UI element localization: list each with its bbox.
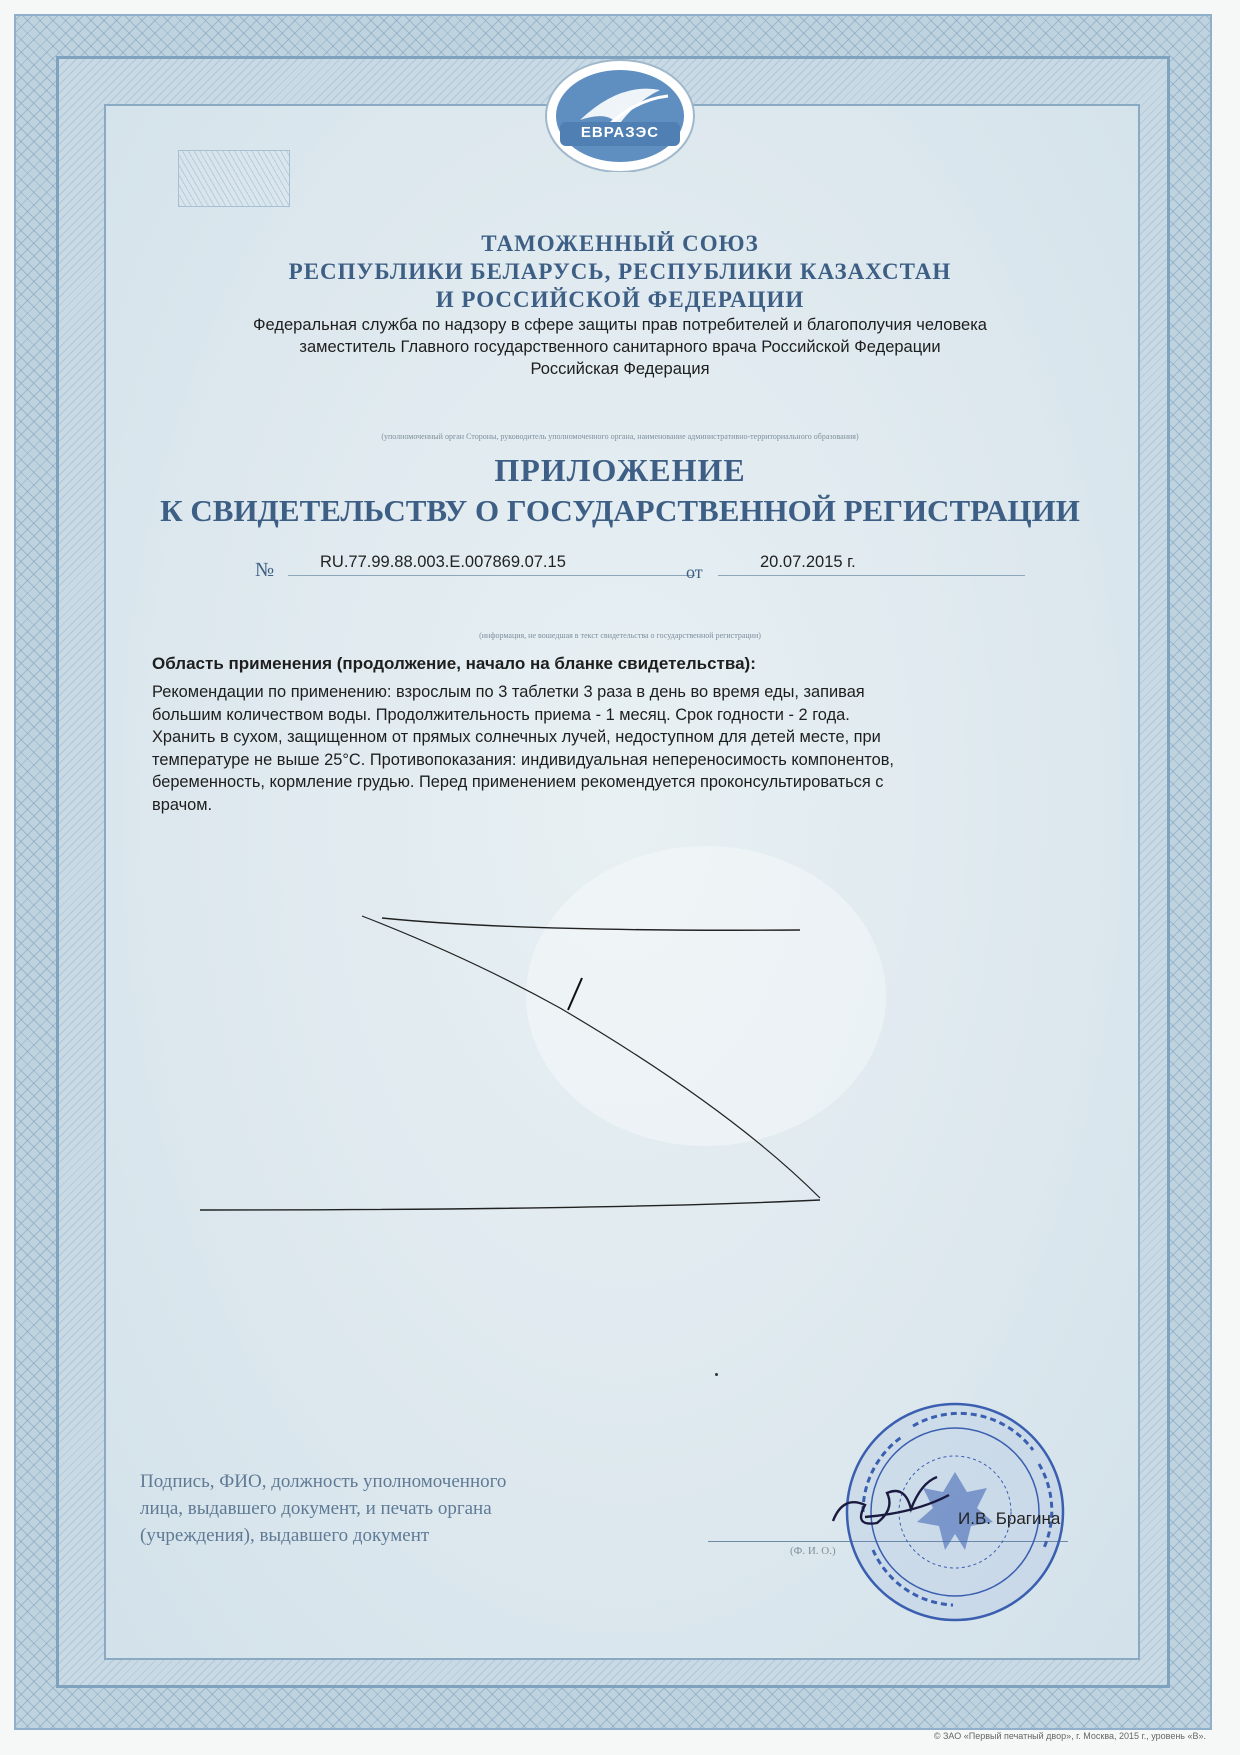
date-label: от — [686, 562, 703, 582]
customs-union-members: РЕСПУБЛИКИ БЕЛАРУСЬ, РЕСПУБЛИКИ КАЗАХСТАН — [288, 259, 952, 284]
eurasec-logo-icon — [540, 52, 700, 172]
signature-note-line: Подпись, ФИО, должность уполномоченного — [140, 1471, 507, 1492]
registration-number: RU.77.99.88.003.E.007869.07.15 — [288, 553, 695, 576]
signer-name: И.В. Брагина — [958, 1509, 1061, 1528]
signature-note — [140, 1468, 680, 1549]
handwritten-signature — [825, 1465, 955, 1545]
authority-hint: (уполномоченный орган Стороны, руководитель уполномоченного органа, наименование административно-территориального образования) — [381, 432, 859, 441]
scope-text — [152, 681, 1092, 816]
scope-line: большим количеством воды. Продолжительность приема - 1 месяц. Срок годности - 2 года. — [152, 705, 850, 724]
scope-line: врачом. — [152, 795, 213, 814]
signature-note-line: (учреждения), выдавшего документ — [140, 1525, 430, 1546]
security-pattern — [178, 150, 290, 207]
logo-text: ЕВРАЗЭС — [580, 124, 660, 141]
z-strike-line — [190, 870, 840, 1230]
document-subtitle: К СВИДЕТЕЛЬСТВУ О ГОСУДАРСТВЕННОЙ РЕГИСТРАЦИИ — [160, 493, 1080, 528]
ink-dot — [715, 1373, 718, 1376]
scope-line: Хранить в сухом, защищенном от прямых солнечных лучей, недоступном для детей месте, при — [152, 728, 881, 746]
number-label: № — [255, 559, 275, 581]
customs-union-members-2: И РОССИЙСКОЙ ФЕДЕРАЦИИ — [435, 287, 805, 312]
scope-heading: Область применения (продолжение, начало на бланке свидетельства): — [152, 654, 756, 673]
printer-credit: © ЗАО «Первый печатный двор», г. Москва, 2015 г., уровень «В». — [933, 1731, 1206, 1741]
authority-name: Федеральная служба по надзору в сфере защиты прав потребителей и благополучия человека — [253, 316, 987, 334]
scope-line: беременность, кормление грудью. Перед применением рекомендуется проконсультироваться с — [152, 773, 884, 791]
authority-country: Российская Федерация — [530, 360, 710, 378]
document-title: ПРИЛОЖЕНИЕ — [494, 452, 746, 488]
scope-line: Рекомендации по применению: взрослым по 3 таблетки 3 раза в день во время еды, запивая — [152, 683, 865, 701]
scope-line: температуре не выше 25°С. Противопоказания: индивидуальная непереносимость компонентов, — [152, 750, 894, 769]
registration-hint: (информация, не вошедшая в текст свидетельства о государственной регистрации) — [479, 631, 761, 640]
registration-date: 20.07.2015 г. — [718, 553, 1025, 576]
customs-union-title: ТАМОЖЕННЫЙ СОЮЗ — [481, 231, 759, 256]
authority-position: заместитель Главного государственного санитарного врача Российской Федерации — [299, 338, 941, 356]
signature-note-line: лица, выдавшего документ, и печать органа — [140, 1498, 492, 1519]
fio-hint: (Ф. И. О.) — [790, 1545, 836, 1557]
